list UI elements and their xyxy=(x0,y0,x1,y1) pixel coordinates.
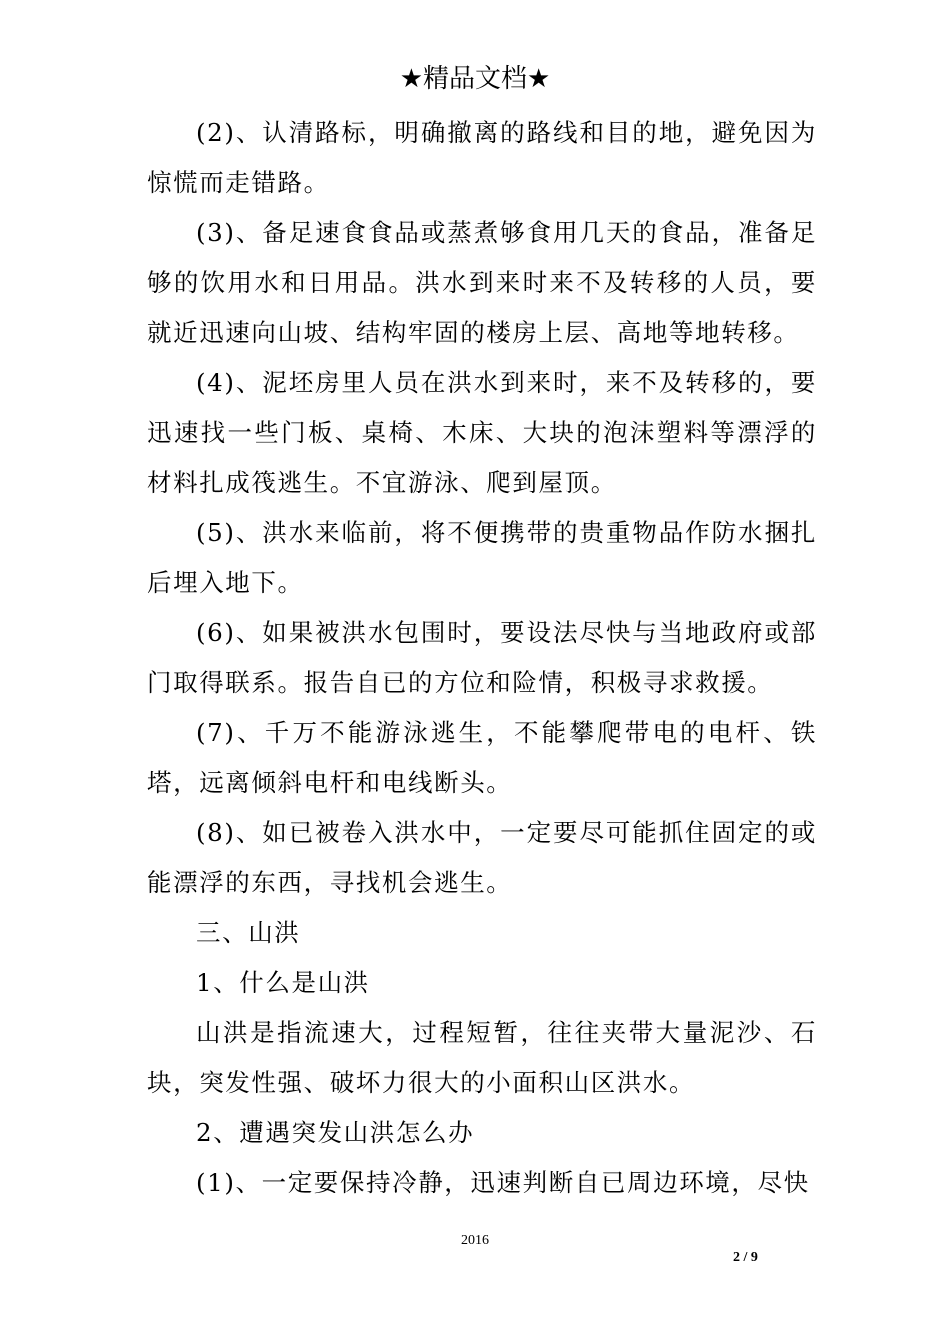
paragraph-3: (3)、备足速食食品或蒸煮够食用几天的食品，准备足够的饮用水和日用品。洪水到来时来不及转移的人员，要就近迅速向山坡、结构牢固的楼房上层、高地等地转移。 xyxy=(147,218,817,347)
paragraph-4: (4)、泥坯房里人员在洪水到来时，来不及转移的，要迅速找一些门板、桌椅、木床、大块的泡沫塑料等漂浮的材料扎成筏逃生。不宜游泳、爬到屋顶。 xyxy=(147,368,817,497)
paragraph-6: (6)、如果被洪水包围时，要设法尽快与当地政府或部门取得联系。报告自已的方位和险情，积极寻求救援。 xyxy=(147,618,817,697)
footer-year: 2016 xyxy=(461,1233,489,1248)
page-header-title: ★精品文档★ xyxy=(399,64,551,94)
subheading-what-to-do: 2、遭遇突发山洪怎么办 xyxy=(196,1118,475,1147)
paragraph-7: (7)、千万不能游泳逃生，不能攀爬带电的电杆、铁塔，远离倾斜电杆和电线断头。 xyxy=(147,718,817,797)
paragraph-2: (2)、认清路标，明确撤离的路线和目的地，避免因为惊慌而走错路。 xyxy=(147,118,817,197)
paragraph-1: (1)、一定要保持冷静，迅速判断自已周边环境，尽快 xyxy=(196,1168,810,1197)
section-heading-mountain-flood: 三、山洪 xyxy=(196,918,301,947)
paragraph-definition: 山洪是指流速大，过程短暂，往往夹带大量泥沙、石块，突发性强、破坏力很大的小面积山区洪水。 xyxy=(147,1018,817,1097)
paragraph-8: (8)、如已被卷入洪水中，一定要尽可能抓住固定的或能漂浮的东西，寻找机会逃生。 xyxy=(147,818,817,897)
document-body xyxy=(147,108,817,1208)
subheading-what-is-mountain-flood: 1、什么是山洪 xyxy=(196,968,370,997)
page-number: 2 / 9 xyxy=(733,1250,758,1265)
paragraph-5: (5)、洪水来临前，将不便携带的贵重物品作防水捆扎后埋入地下。 xyxy=(147,518,817,597)
